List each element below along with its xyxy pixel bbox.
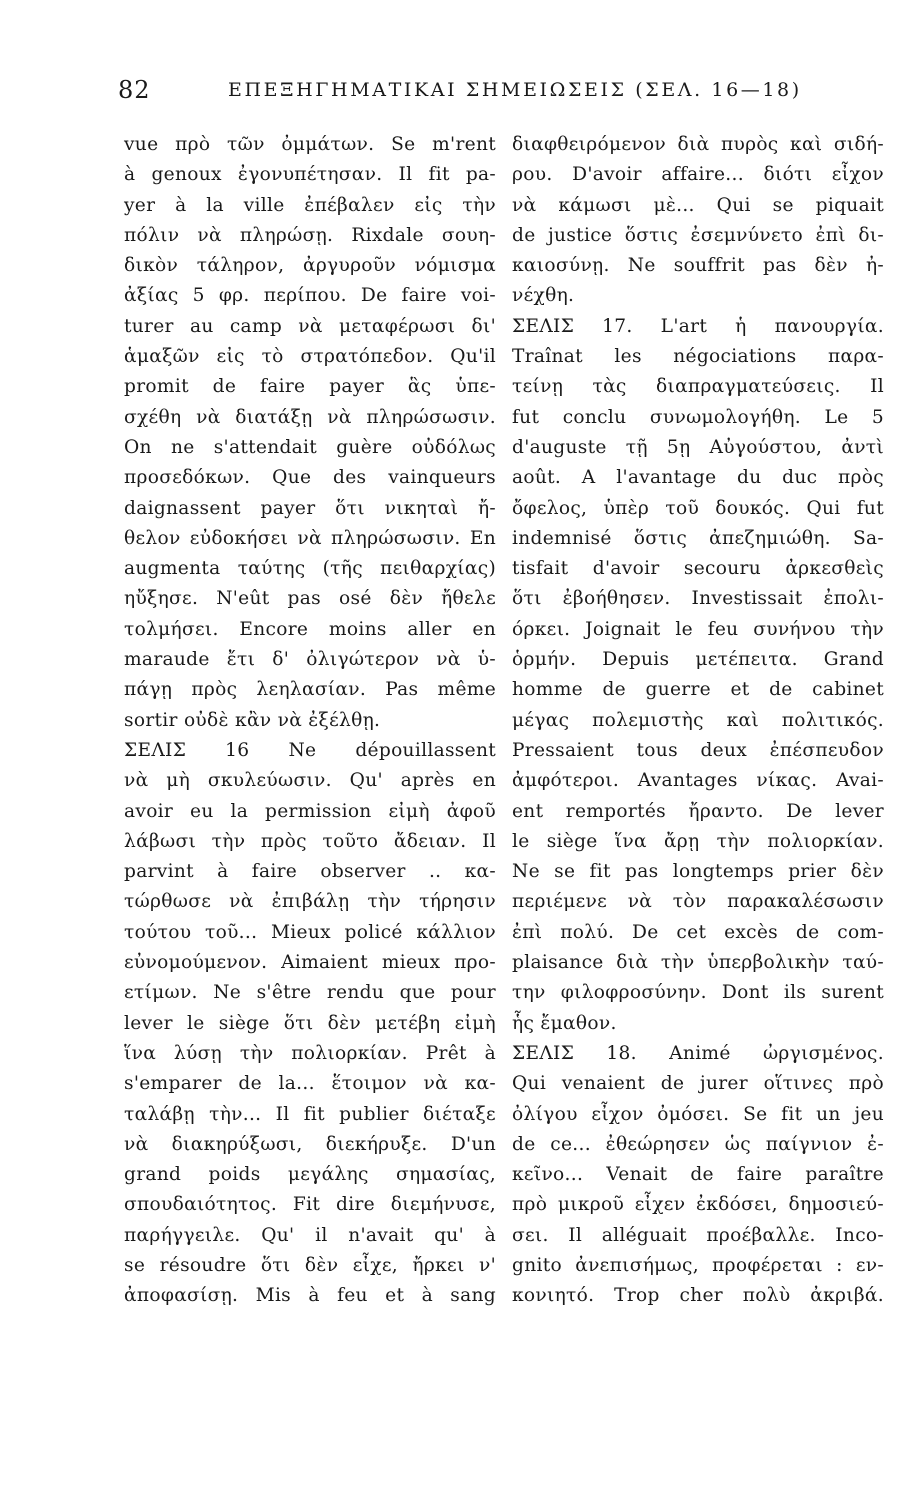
right-column-line: indemnisé ὅστις ἀπεζημιώθη. Sa-	[512, 527, 884, 549]
right-column-line: Traînat les négociations παρα-	[512, 346, 884, 368]
left-column-line: maraude ἔτι δ' ὀλιγώτερον νὰ ὑ-	[124, 649, 496, 671]
right-column-line: le siège ἵνα ἄρῃ τὴν πολιορκίαν.	[512, 830, 884, 852]
right-column-line: όρκει. Joignait le feu συνήνου τὴν	[512, 618, 884, 640]
left-column-line: parvint à faire observer .. κα-	[124, 861, 496, 883]
left-column-line: turer au camp νὰ μεταφέρωσι δι'	[124, 315, 496, 337]
left-column-line: ταλάβῃ τὴν... Il fit publier διέταξε	[124, 1103, 496, 1125]
left-column-line: τολμήσει. Encore moins aller en	[124, 618, 496, 640]
right-column-line: Ne se fit pas longtemps prier δὲν	[512, 861, 884, 883]
right-column-line: καιοσύνῃ. Ne souffrit pas δὲν ἠ-	[512, 255, 884, 277]
right-column-line: ἐπὶ πολύ. De cet excès de com-	[512, 921, 884, 943]
left-column-line: εὐνομούμενον. Aimaient mieux προ-	[124, 952, 496, 974]
right-column-line: ὁρμήν. Depuis μετέπειτα. Grand	[512, 649, 884, 671]
right-column-line: διαφθειρόμενον διὰ πυρὸς καὶ σιδή-	[512, 134, 884, 155]
left-column-line: yer à la ville ἐπέβαλεν εἰς τὴν	[124, 194, 496, 216]
right-column-line: περιέμενε νὰ τὸν παρακαλέσωσιν	[512, 891, 884, 913]
left-column-line: τούτου τοῦ... Mieux policé κάλλιον	[124, 921, 496, 943]
right-column-line: ρου. D'avoir affaire... διότι εἶχον	[512, 164, 884, 186]
left-column-line: lever le siège ὅτι δὲν μετέβη εἰμὴ	[124, 1012, 496, 1034]
left-column-line: avoir eu la permission εἰμὴ ἀφοῦ	[124, 800, 496, 822]
right-column-line: gnito ἀνεπισήμως, προφέρεται : εν-	[512, 1254, 884, 1276]
right-column-line: ἧς ἔμαθον.	[512, 1012, 617, 1034]
right-column-line: d'auguste τῇ 5ῃ Αὐγούστου, ἀντὶ	[512, 436, 884, 458]
right-column-line: août. A l'avantage du duc πρὸς	[512, 467, 884, 489]
left-column-line: promit de faire payer ἃς ὑπε-	[124, 376, 496, 398]
left-column-line: daignassent payer ὅτι νικηταὶ ἤ-	[124, 497, 496, 519]
right-text-column	[512, 130, 884, 1312]
right-column-line: πρὸ μικροῦ εἶχεν ἐκδόσει, δημοσιεύ-	[512, 1194, 884, 1216]
right-column-line: ὄφελος, ὑπὲρ τοῦ δουκός. Qui fut	[512, 497, 884, 519]
right-column-line: homme de guerre et de cabinet	[512, 679, 884, 701]
left-column-line: ἁμαξῶν εἰς τὸ στρατόπεδον. Qu'il	[124, 346, 496, 368]
right-column-line: μέγας πολεμιστὴς καὶ πολιτικός.	[512, 709, 884, 731]
left-column-line: ἵνα λύσῃ τὴν πολιορκίαν. Prêt à	[124, 1042, 496, 1064]
left-column-line: vue πρὸ τῶν ὀμμάτων. Se m'rent	[124, 134, 496, 155]
left-column-line: σπουδαιότητος. Fit dire διεμήνυσε,	[124, 1194, 496, 1216]
right-column-line: ent remportés ἤραντο. De lever	[512, 800, 884, 822]
right-column-line: νέχθη.	[512, 285, 575, 307]
right-column-line: ἀμφότεροι. Avantages νίκας. Avai-	[512, 770, 884, 792]
left-column-line: à genoux ἐγονυπέτησαν. Il fit pa-	[124, 164, 496, 186]
left-column-line: s'emparer de la... ἕτοιμον νὰ κα-	[124, 1073, 496, 1095]
right-column-line: fut conclu συνωμολογήθη. Le 5	[512, 406, 884, 428]
left-column-line: δικὸν τάληρον, ἀργυροῦν νόμισμα	[124, 255, 496, 277]
left-column-line: se résoudre ὅτι δὲν εἶχε, ἤρκει ν'	[124, 1254, 496, 1276]
right-column-line: tisfait d'avoir secouru ἀρκεσθεὶς	[512, 558, 884, 580]
right-column-line: Qui venaient de jurer οἵτινες πρὸ	[512, 1073, 884, 1095]
left-column-line: ἀξίας 5 φρ. περίπου. De faire voi-	[124, 285, 496, 307]
left-column-line: νὰ μὴ σκυλεύωσιν. Qu' après en	[124, 770, 496, 792]
left-text-column	[124, 130, 496, 1312]
left-column-line: πόλιν νὰ πληρώσῃ. Rixdale σουη-	[124, 224, 496, 246]
left-column-line: grand poids μεγάλης σημασίας,	[124, 1164, 496, 1186]
left-column-line: πάγῃ πρὸς λεηλασίαν. Pas même	[124, 679, 496, 701]
right-column-line: de justice ὅστις ἐσεμνύνετο ἐπὶ δι-	[512, 224, 884, 246]
right-column-line: νὰ κάμωσι μὲ... Qui se piquait	[512, 194, 884, 216]
right-column-line: την φιλοφροσύνην. Dont ils surent	[512, 982, 884, 1004]
left-column-line: On ne s'attendait guère οὐδόλως	[124, 436, 496, 458]
left-column-line: λάβωσι τὴν πρὸς τοῦτο ἄδειαν. Il	[124, 830, 496, 852]
right-column-line: κεῖνο... Venait de faire paraître	[512, 1164, 884, 1186]
left-column-line: προσεδόκων. Que des vainqueurs	[124, 467, 496, 489]
left-column-line: ηὔξησε. N'eût pas osé δὲν ἤθελε	[124, 588, 496, 610]
right-column-line: τείνῃ τὰς διαπραγματεύσεις. Il	[512, 376, 884, 398]
right-column-line: σει. Il alléguait προέβαλλε. Inco-	[512, 1224, 884, 1246]
right-column-line: plaisance διὰ τὴν ὑπερβολικὴν ταύ-	[512, 952, 884, 974]
right-column-line: ὅτι ἐβοήθησεν. Investissait ἐπολι-	[512, 588, 884, 610]
right-column-line: κονιητό. Trop cher πολὺ ἀκριβά.	[512, 1285, 884, 1307]
right-column-line: ὀλίγου εἶχον ὀμόσει. Se fit un jeu	[512, 1103, 884, 1125]
right-column-line: ΣΕΛΙΣ 18. Animé ὠργισμένος.	[512, 1042, 884, 1064]
right-column-line: ΣΕΛΙΣ 17. L'art ἡ πανουργία.	[512, 315, 884, 337]
left-column-line: νὰ διακηρύξωσι, διεκήρυξε. D'un	[124, 1133, 496, 1155]
left-column-line: sortir οὐδὲ κἂν νὰ ἐξέλθῃ.	[124, 709, 381, 731]
right-column-line: de ce... ἐθεώρησεν ὡς παίγνιον ἐ-	[512, 1133, 884, 1155]
page-number: 82	[118, 76, 151, 104]
left-column-line: augmenta ταύτης (τῆς πειθαρχίας)	[124, 558, 496, 580]
left-column-line: τώρθωσε νὰ ἐπιβάλῃ τὴν τήρησιν	[124, 891, 496, 913]
left-column-line: ἀποφασίσῃ. Mis à feu et à sang	[124, 1285, 496, 1307]
right-column-line: Pressaient tous deux ἐπέσπευδον	[512, 739, 884, 761]
running-head: ΕΠΕΞΗΓΗΜΑΤΙΚΑΙ ΣΗΜΕΙΩΣΕΙΣ (ΣΕΛ. 16—18)	[228, 79, 802, 101]
page-header	[118, 76, 802, 116]
left-column-line: ετίμων. Ne s'être rendu que pour	[124, 982, 496, 1004]
left-column-line: παρήγγειλε. Qu' il n'avait qu' à	[124, 1224, 496, 1246]
left-column-line: θελον εὐδοκήσει νὰ πληρώσωσιν. En	[124, 527, 496, 549]
left-column-line: ΣΕΛΙΣ 16 Ne dépouillassent	[124, 739, 496, 761]
left-column-line: σχέθη νὰ διατάξῃ νὰ πληρώσωσιν.	[124, 406, 496, 428]
